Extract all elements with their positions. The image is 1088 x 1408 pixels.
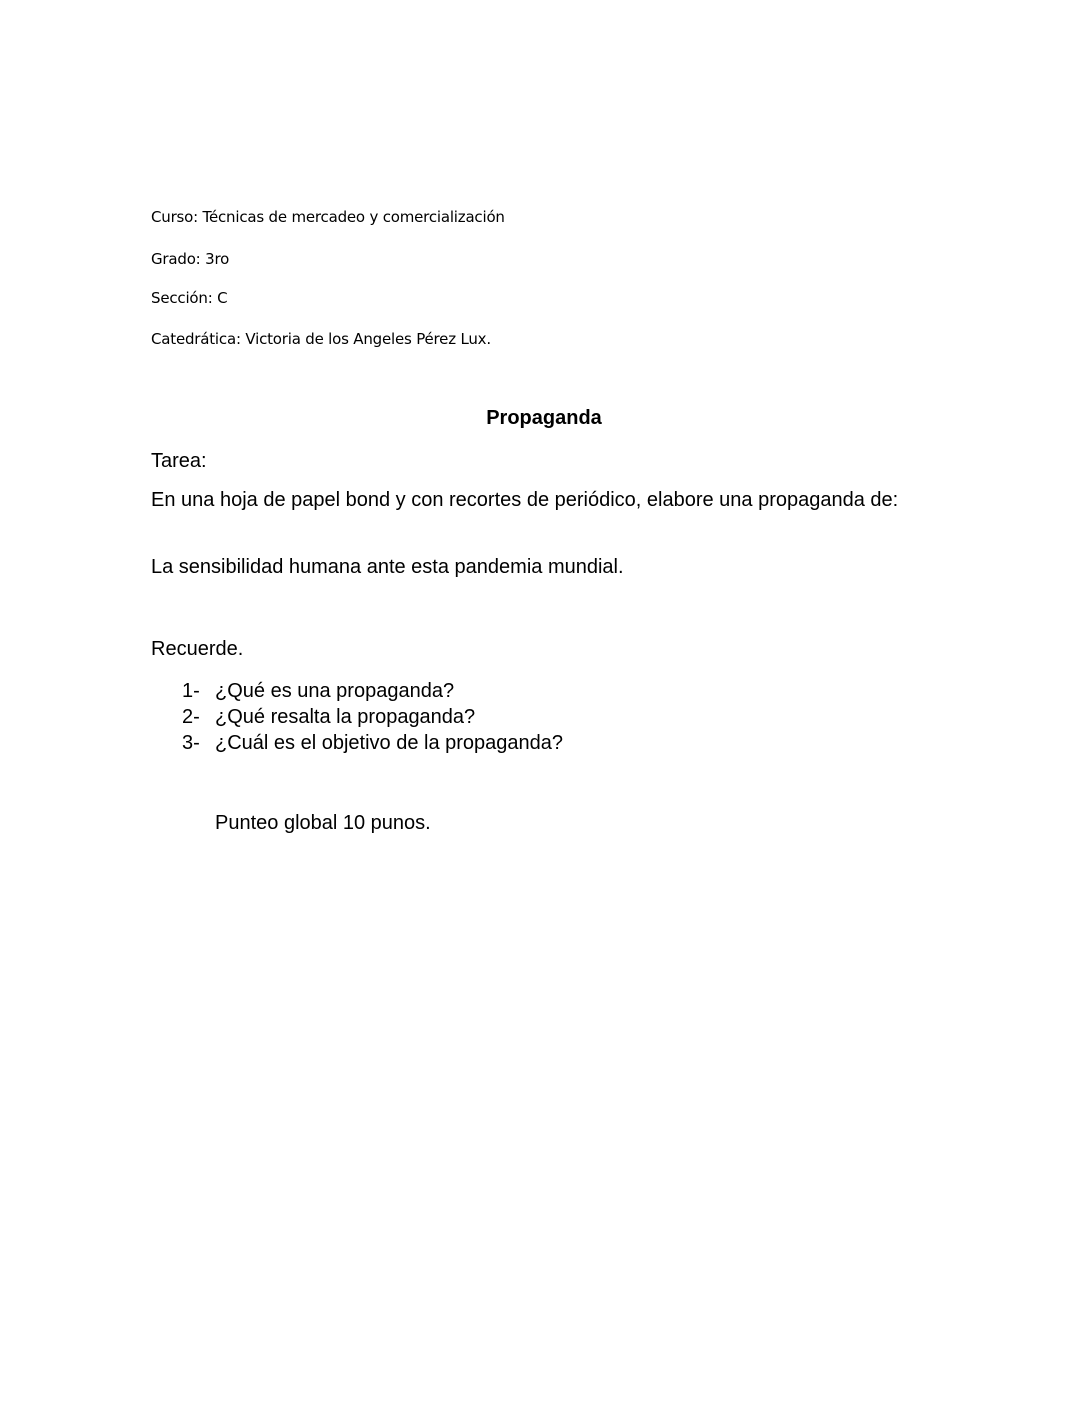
list-item-number: 1- [182,680,200,702]
list-item-text: ¿Qué resalta la propaganda? [215,706,476,728]
header-curso: Curso: Técnicas de mercadeo y comercialización [151,208,505,226]
list-item-text: ¿Cuál es el objetivo de la propaganda? [215,732,564,754]
list-item [182,730,563,756]
list-item-number: 2- [182,706,200,728]
document-title: Propaganda [486,407,602,429]
list-item [182,704,475,730]
header-catedratica: Catedrática: Victoria de los Angeles Pérez Lux. [151,330,491,348]
header-seccion: Sección: C [151,289,228,307]
topic-text: La sensibilidad humana ante esta pandemia mundial. [151,556,624,578]
tarea-label: Tarea: [151,450,207,472]
score-text: Punteo global 10 punos. [215,812,431,834]
recuerde-label: Recuerde. [151,638,244,660]
list-item [182,678,454,704]
list-item-text: ¿Qué es una propaganda? [215,680,455,702]
header-grado: Grado: 3ro [151,250,230,268]
list-item-number: 3- [182,732,200,754]
instruction-text: En una hoja de papel bond y con recortes de periódico, elabore una propaganda de: [151,489,899,511]
